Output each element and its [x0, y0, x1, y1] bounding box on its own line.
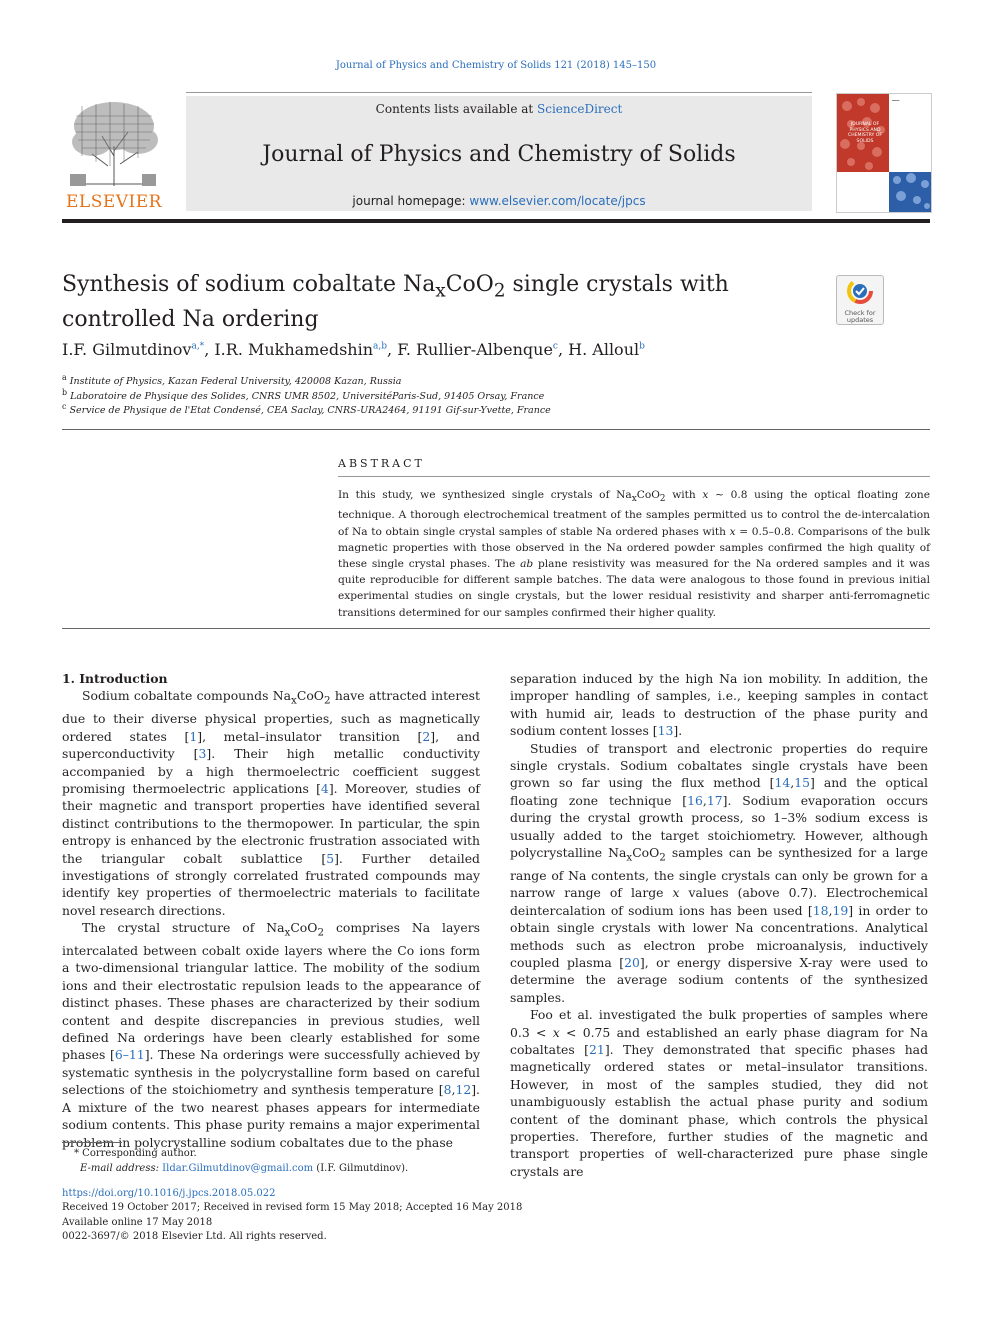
doi-link[interactable]: https://doi.org/10.1016/j.jpcs.2018.05.022	[62, 1188, 276, 1199]
author-list: I.F. Gilmutdinov$^{a,*}$, I.R. Mukhamedshin$^{a,b}$, F. Rullier-Albenque$^c$, H. Alloul$^b$	[62, 340, 645, 359]
citation-link[interactable]: 12	[455, 1082, 472, 1098]
citation-link[interactable]: 18	[812, 902, 829, 918]
divider	[62, 429, 930, 430]
abstract-heading: ABSTRACT	[338, 457, 425, 470]
citation-link[interactable]: 6–11	[114, 1047, 145, 1063]
abstract-divider	[338, 476, 930, 477]
email-suffix: (I.F. Gilmutdinov).	[313, 1163, 409, 1174]
crossmark-icon	[837, 276, 883, 306]
affiliation-label: c	[62, 402, 67, 411]
email-link[interactable]: Ildar.Gilmutdinov@gmail.com	[162, 1163, 314, 1174]
elsevier-wordmark: ELSEVIER	[66, 192, 162, 212]
elsevier-tree-logo	[62, 96, 166, 192]
citation-link[interactable]: 16	[687, 792, 703, 808]
affiliation-label: a	[62, 373, 67, 382]
affiliation-text: Service de Physique de l'Etat Condensé, CEA Saclay, CNRS-URA2464, 91191 Gif-sur-Yvette, France	[69, 405, 551, 417]
contents-available	[186, 102, 812, 116]
paragraph: Sodium cobaltate compounds $Na_xCoO_2$ have attracted interest due to their diverse physical properties, such as magnetically ordered states [1], metal–insulator transition [2], and superconductivity [3]. Their high metallic conductivity accompanied by a high thermoelectric coefficient suggest promising thermoelectric applications [4]. Moreover, studies of their magnetic and transport properties have identified several distinct contributions to the thermopower. In particular, the spin entropy is enhanced by the electronic frustration associated with the triangular cobalt sublattice [5]. Further detailed investigations of strongly correlated frustrated compounds may identify key properties of thermoelectric materials to facilitate novel research directions.	[62, 688, 481, 918]
paragraph: Studies of transport and electronic properties do require single crystals. Sodium cobaltates single crystals have been grown so far using the flux method [14,15] and the optical floating zone technique [16,17]. Sodium evaporation occurs during the crystal growth process, so 1–3% sodium excess is usually added to the target stoichiometry. However, although polycrystalline $Na_xCoO_2$ samples can be synthesized for a large range of Na contents, the single crystals can only be grown for a narrow range of large x values (above 0.7). Electrochemical deintercalation of sodium ions has been used [18,19] in order to obtain single crystals with lower Na concentrations. Analytical methods such as electron probe microanalysis, inductively coupled plasma [20], or energy dispersive X-ray were used to determine the average sodium contents of the synthesized samples.	[510, 740, 929, 1005]
body-column-left	[62, 670, 480, 1151]
contents-label: Contents lists available at	[375, 102, 538, 116]
abstract-text: In this study, we synthesized single crystals of $Na_xCoO_2$ with x ∼ 0.8 using the optical floating zone technique. A thorough electrochemical treatment of the samples permitted us to control the de-intercalation of Na to obtain single crystal samples of stable Na ordered phases with x = 0.5–0.8. Comparisons of the bulk magnetic properties with those observed in the Na ordered powder samples confirmed the high quality of these single crystal phases. The ab plane resistivity was measured for the Na ordered samples and it was quite reproducible for different sample batches. The data were analogous to those found in previous initial experimental studies on single crystals, but the lower residual resistivity and sharper anti-ferromagnetic transitions determined for our samples confirmed their higher quality.	[338, 489, 930, 619]
journal-homepage	[186, 194, 812, 208]
divider	[62, 628, 930, 629]
journal-citation[interactable]: Journal of Physics and Chemistry of Solids 121 (2018) 145–150	[335, 60, 657, 71]
citation-link[interactable]: 3	[198, 746, 207, 762]
article-info	[62, 1187, 762, 1245]
citation-link[interactable]: 21	[589, 1042, 605, 1057]
received-dates: Received 19 October 2017; Received in revised form 15 May 2018; Accepted 16 May 2018	[62, 1202, 523, 1214]
affiliation-a	[62, 373, 922, 387]
homepage-label: journal homepage:	[352, 194, 470, 208]
citation-link[interactable]: 13	[657, 723, 674, 739]
citation-link[interactable]: 17	[706, 792, 723, 808]
paragraph: Foo et al. investigated the bulk properties of samples where 0.3 < x < 0.75 and established an early phase diagram for Na cobaltates [21]. They demonstrated that specific phases had magnetically ordered states or metal–insulator transitions. However, in most of the samples studied, they did not unambiguously establish the actual phase purity and sodium content of the dominant phase, which controls the physical properties. Therefore, further studies of the magnetic and transport properties of well-characterized pure phase single crystals are	[510, 1007, 929, 1179]
check-updates-label: Check for updates	[844, 309, 876, 324]
citation-link[interactable]: 2	[422, 728, 431, 744]
affiliation-text: Institute of Physics, Kazan Federal University, 420008 Kazan, Russia	[69, 376, 402, 388]
footnote-rule	[62, 1142, 122, 1143]
article-title: Synthesis of sodium cobaltate $Na_xCoO_2$ single crystals with controlled Na ordering	[62, 272, 729, 333]
citation-link[interactable]: 19	[832, 902, 849, 918]
affiliation-c	[62, 402, 922, 416]
sciencedirect-link[interactable]: ScienceDirect	[537, 102, 623, 116]
journal-title: Journal of Physics and Chemistry of Solids	[262, 142, 736, 167]
citation-link[interactable]: 4	[320, 780, 329, 796]
header-thick-rule	[62, 219, 930, 223]
body-column-right	[510, 670, 928, 1180]
affiliation-text: Laboratoire de Physique des Solides, CNRS UMR 8502, UniversitéParis-Sud, 91405 Orsay, France	[70, 391, 545, 403]
affiliation-b	[62, 388, 922, 402]
email-note	[80, 1161, 580, 1176]
copyright: 0022-3697/© 2018 Elsevier Ltd. All rights reserved.	[62, 1231, 327, 1243]
citation-link[interactable]: 14	[774, 775, 791, 791]
citation-link[interactable]: 15	[794, 775, 810, 791]
paragraph: separation induced by the high Na ion mobility. In addition, the improper handling of samples, i.e., keeping samples in contact with humid air, leads to destruction of the phase purity and sodium content losses [13].	[510, 671, 928, 739]
corresponding-author-note: * Corresponding author.	[74, 1148, 197, 1159]
cover-title: JOURNAL OF PHYSICS AND CHEMISTRY OF SOLIDS	[847, 122, 883, 144]
citation-link[interactable]: 20	[624, 954, 640, 970]
journal-cover-image[interactable]	[836, 93, 932, 213]
citation-link[interactable]: 8	[443, 1082, 452, 1098]
svg-text:━━━: ━━━	[892, 98, 900, 103]
citation-link[interactable]: 1	[189, 728, 198, 744]
homepage-link[interactable]: www.elsevier.com/locate/jpcs	[469, 194, 646, 208]
header-divider	[186, 92, 812, 93]
email-label: E-mail address:	[80, 1163, 163, 1174]
paragraph: The crystal structure of $Na_xCoO_2$ comprises Na layers intercalated between cobalt oxide layers where the Co ions form a two-dimensional triangular lattice. The mobility of the sodium ions and their electrostatic repulsion leads to the appearance of distinct phases. These phases are characterized by their sodium content and despite discrepancies in previous studies, well defined Na orderings have been clearly established for some phases [6–11]. These Na orderings were successfully achieved by systematic synthesis in the polycrystalline form based on careful selections of the stoichiometry and synthesis temperature [8,12]. A mixture of the two nearest phases appears for intermediate sodium contents. This phase purity remains a major experimental problem in polycrystalline sodium cobaltates due to the phase	[62, 920, 480, 1150]
section-heading: 1. Introduction	[62, 671, 168, 686]
citation-link[interactable]: 5	[326, 850, 335, 866]
check-for-updates-badge[interactable]	[836, 275, 884, 325]
affiliation-label: b	[62, 388, 68, 397]
available-online: Available online 17 May 2018	[62, 1216, 213, 1228]
